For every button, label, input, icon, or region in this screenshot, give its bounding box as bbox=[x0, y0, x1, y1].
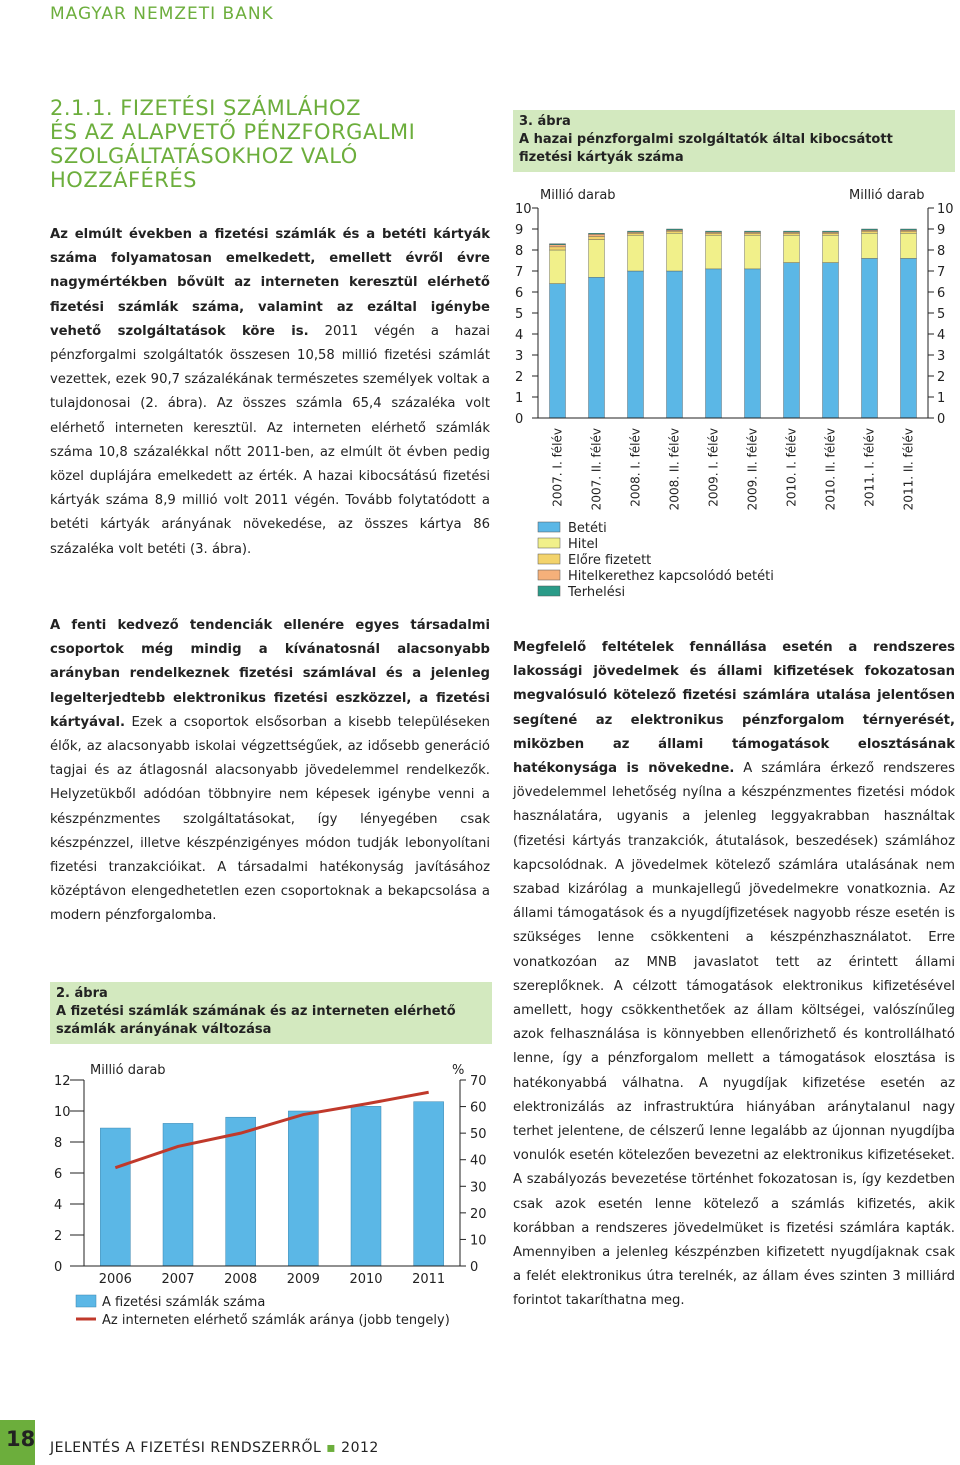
right-axis-label: % bbox=[452, 1063, 465, 1078]
legend-swatch bbox=[538, 586, 560, 596]
paragraph-3-bold: Megfelelő feltételek fennállása esetén a rendszeres lakossági jövedelmek és állami kifizetések fokozatosan megvalósuló kötelező fizetési számlára utalása jelentősen segítené az elektronikus pénzforgalom térnyerését, miközben az állami támogatások elosztásának hatékonysága is növekedne. bbox=[513, 640, 955, 777]
x-tick-label: 2011. I. félév bbox=[862, 428, 877, 507]
section-title-line: ÉS AZ ALAPVETŐ PÉNZFORGALMI bbox=[50, 120, 416, 144]
bar-accounts bbox=[100, 1128, 130, 1266]
bar-segment bbox=[706, 233, 722, 235]
bar-segment bbox=[667, 229, 683, 230]
right-tick-label: 0 bbox=[937, 412, 946, 427]
x-tick-label: 2008. II. félév bbox=[667, 428, 682, 511]
section-title bbox=[50, 96, 500, 192]
figure-2-title: A fizetési számlák számának és az interneten elérhető számlák arányának változása bbox=[56, 1004, 456, 1037]
bar-segment bbox=[745, 269, 761, 418]
right-tick-label: 60 bbox=[470, 1100, 487, 1116]
bar-segment bbox=[706, 235, 722, 269]
left-tick-label: 2 bbox=[515, 370, 524, 385]
bar-segment bbox=[901, 233, 917, 258]
paragraph-2-text: Ezek a csoportok elsősorban a kisebb településeken élők, az alacsonyabb iskolai végzettségűek, az idősebb generáció tagjai és az átlagosnál alacsonyabb jövedelemmel rendelkezők. Helyzetükből adódóan többnyire nem képesek igénybe venni a készpénzmentes szolgáltatásokat, így lényegében csak készpénzzel, illetve készpénzigényes módon tudják lebonyolítani fizetési tranzakcióikat. A társadalmi hatékonyság javításához középtávon elengedhetetlen ezen csoportoknak a bekapcsolása a modern pénzforgalomba. bbox=[50, 714, 490, 924]
left-tick-label: 3 bbox=[515, 349, 524, 364]
bar-segment bbox=[667, 233, 683, 271]
right-tick-label: 9 bbox=[937, 223, 946, 238]
right-tick-label: 1 bbox=[937, 391, 946, 406]
bar-segment bbox=[784, 231, 800, 232]
paragraph-1-text: 2011 végén a hazai pénzforgalmi szolgáltatók összesen 10,58 millió fizetési számlát vezettek, ezek 90,7 százalékának természetes személyek voltak a tulajdonosai (2. ábra). Az összes számla 65,4 százaléka volt elérhető interneten keresztül. Az interneten elérhető számlák száma 10,8 százalékkal nőtt 2011-ben, az elmúlt öt évben pedig közel duplájára emelkedett az érték. A hazai kibocsátású fizetési kártyák száma 8,9 millió volt 2011 végén. Tovább folytatódott a betéti kártyák arányának növekedése, az összes kártya 86 százaléka volt betéti (3. ábra). bbox=[50, 323, 490, 557]
section-title-line: SZOLGÁLTATÁSOKHOZ VALÓ bbox=[50, 144, 358, 168]
left-tick-label: 1 bbox=[515, 391, 524, 406]
left-tick-label: 4 bbox=[515, 328, 524, 343]
x-tick-label: 2007. I. félév bbox=[550, 428, 565, 507]
paragraph-3 bbox=[513, 636, 955, 1314]
bar-segment bbox=[823, 231, 839, 232]
bar-segment bbox=[862, 258, 878, 418]
bar-segment bbox=[706, 231, 722, 232]
left-tick-label: 6 bbox=[54, 1167, 63, 1182]
figure-3-title: A hazai pénzforgalmi szolgáltatók által kibocsátott fizetési kártyák száma bbox=[519, 132, 893, 165]
figure-2-label: 2. ábra bbox=[56, 986, 108, 1001]
legend-label: Betéti bbox=[568, 521, 607, 536]
right-tick-label: 4 bbox=[937, 328, 946, 343]
bar-segment bbox=[823, 233, 839, 235]
x-tick-label: 2007 bbox=[161, 1272, 195, 1287]
bar-segment bbox=[667, 271, 683, 418]
bar-segment bbox=[862, 229, 878, 230]
footer-report-title: JELENTÉS A FIZETÉSI RENDSZERRŐL bbox=[50, 1440, 322, 1456]
figure-3-header bbox=[513, 110, 955, 172]
right-tick-label: 3 bbox=[937, 349, 946, 364]
bar-segment bbox=[745, 231, 761, 232]
bar-segment bbox=[628, 235, 644, 271]
bar-segment bbox=[706, 269, 722, 418]
bar-accounts bbox=[288, 1111, 318, 1266]
bar-accounts bbox=[226, 1117, 256, 1266]
bar-segment bbox=[589, 240, 605, 278]
x-tick-label: 2009. I. félév bbox=[706, 428, 721, 507]
bar-segment bbox=[589, 277, 605, 418]
x-tick-label: 2009. II. félév bbox=[745, 428, 760, 511]
bar-segment bbox=[862, 233, 878, 258]
bar-segment bbox=[745, 233, 761, 235]
right-tick-label: 8 bbox=[937, 244, 946, 259]
legend-swatch-accounts bbox=[76, 1295, 96, 1307]
left-tick-label: 0 bbox=[54, 1260, 63, 1275]
x-tick-label: 2010 bbox=[349, 1272, 383, 1287]
x-tick-label: 2008 bbox=[224, 1272, 258, 1287]
right-tick-label: 5 bbox=[937, 307, 946, 322]
legend-swatch bbox=[538, 570, 560, 580]
right-tick-label: 10 bbox=[470, 1233, 487, 1249]
bar-segment bbox=[784, 233, 800, 235]
left-tick-label: 9 bbox=[515, 223, 524, 238]
left-axis-label: Millió darab bbox=[90, 1063, 166, 1078]
bar-segment bbox=[550, 284, 566, 418]
figure-2-chart bbox=[50, 1052, 492, 1337]
x-tick-label: 2009 bbox=[286, 1272, 320, 1287]
footer-page-number: 18 bbox=[6, 1427, 36, 1451]
bar-segment bbox=[901, 231, 917, 233]
paragraph-1-bold: Az elmúlt években a fizetési számlák és a betéti kártyák száma folyamatosan emelkedett, emellett évről évre nagymértékben bővült az interneten keresztül elérhető fizetési számlák száma, valamint az ezáltal igénybe vehető szolgáltatások köre is. bbox=[50, 227, 490, 339]
bar-segment bbox=[862, 231, 878, 233]
legend-label: Hitel bbox=[568, 537, 599, 552]
right-tick-label: 10 bbox=[937, 202, 954, 217]
paragraph-2-bold: A fenti kedvező tendenciák ellenére egyes társadalmi csoportok még mindig a kívánatosnál alacsonyabb arányban rendelkeznek fizetési számlával és a jelenleg legelterjedtebb elektronikus fizetési eszközzel, a fizetési kártyával. bbox=[50, 618, 490, 730]
left-tick-label: 10 bbox=[515, 202, 532, 217]
x-tick-label: 2006 bbox=[98, 1272, 132, 1287]
bar-segment bbox=[784, 263, 800, 418]
bar-segment bbox=[550, 245, 566, 247]
right-tick-label: 6 bbox=[937, 286, 946, 301]
bar-segment bbox=[901, 258, 917, 418]
bar-segment bbox=[823, 263, 839, 418]
left-tick-label: 8 bbox=[54, 1136, 63, 1151]
left-tick-label: 4 bbox=[54, 1198, 63, 1213]
bar-segment bbox=[589, 234, 605, 236]
bar-segment bbox=[823, 235, 839, 262]
legend-label: Előre fizetett bbox=[568, 553, 652, 568]
legend-swatch bbox=[538, 554, 560, 564]
section-title-line: HOZZÁFÉRÉS bbox=[50, 168, 197, 192]
figure-3-label: 3. ábra bbox=[519, 114, 571, 129]
left-tick-label: 12 bbox=[54, 1074, 71, 1089]
right-tick-label: 20 bbox=[470, 1206, 487, 1222]
right-tick-label: 70 bbox=[470, 1074, 487, 1089]
left-axis-label: Millió darab bbox=[540, 188, 616, 203]
x-tick-label: 2011 bbox=[412, 1272, 446, 1287]
bar-segment bbox=[550, 244, 566, 245]
bar-segment bbox=[589, 236, 605, 239]
legend-label: A fizetési számlák száma bbox=[102, 1295, 266, 1310]
bar-segment bbox=[901, 229, 917, 230]
bar-accounts bbox=[351, 1106, 381, 1266]
right-tick-label: 2 bbox=[937, 370, 946, 385]
bar-segment bbox=[784, 235, 800, 262]
bar-segment bbox=[745, 235, 761, 269]
x-tick-label: 2011. II. félév bbox=[901, 428, 916, 511]
paragraph-3-text: A számlára érkező rendszeres jövedelemmel lehetőség nyílna a készpénzmentes fizetési módok használatára, ugyanis a jelenleg leggyakrabban használtak (fizetési kártyás tranzakciók, átutalások, beszedések) számlához kapcsolódnak. A jövedelmek kötelező számlára utalásának nem szabad kizárólag a munkajellegű jövedelmekre vonatkoznia. Az állami támogatások és a nyugdíjfizetések nagyobb része esetén is szükséges lenne csökkenteni a készpénzhasználatot. Erre vonatkozóan az MNB javaslatot tett az érintett állami szereplőknek. A célzott támogatások elektronikus kifizetésével amellett, hogy csökkenthetőek az állam költségei, valószínűleg azok felhasználása is könnyebben ellenőrizhető és kontrollálható lenne, így a pénzforgalom mellett a támogatások elosztása is hatékonyabbá válhatna. A nyugdíjak kifizetése esetén az elektronizálás az infrastruktúra hiányában aránytalanul nagy terhet jelentene, de célszerű lenne legalább az újonnan nyugdíjba vonulók esetén kötelezően bevezetni az elektronikus kifizetéseket. A szabályozás bevezetése történhet fokozatosan is, így kezdetben csak azok esetén lenne kötelező a számlás kifizetés, akik korábban a rendszeres jövedelmüket is fizetési számlára kapták. Amennyiben a jelenleg készpénzben kifizetett nyugdíjaknak csak a felét elektronikus útra terelnék, az állam éves szinten 3 milliárd forintot takaríthatna meg. bbox=[513, 761, 956, 1309]
left-tick-label: 6 bbox=[515, 286, 524, 301]
line-online-share bbox=[115, 1092, 428, 1167]
bar-accounts bbox=[414, 1102, 444, 1266]
footer-separator-icon: ▪ bbox=[321, 1440, 342, 1456]
legend-label: Terhelési bbox=[568, 585, 626, 600]
legend-swatch bbox=[538, 522, 560, 532]
left-tick-label: 5 bbox=[515, 307, 524, 322]
right-tick-label: 0 bbox=[470, 1260, 479, 1275]
bar-segment bbox=[628, 233, 644, 235]
footer-report-year: 2012 bbox=[341, 1440, 379, 1456]
section-title-line: 2.1.1. FIZETÉSI SZÁMLÁHOZ bbox=[50, 96, 361, 120]
bar-segment bbox=[550, 247, 566, 250]
bar-segment bbox=[589, 233, 605, 234]
bar-segment bbox=[550, 250, 566, 284]
right-tick-label: 40 bbox=[470, 1153, 487, 1169]
left-tick-label: 10 bbox=[54, 1105, 71, 1120]
bar-segment bbox=[628, 231, 644, 232]
figure-2-header bbox=[50, 982, 492, 1044]
x-tick-label: 2007. II. félév bbox=[589, 428, 604, 511]
footer-report bbox=[50, 1440, 379, 1456]
x-tick-label: 2010. I. félév bbox=[784, 428, 799, 507]
legend-swatch bbox=[538, 538, 560, 548]
bar-segment bbox=[667, 231, 683, 233]
right-axis-label: Millió darab bbox=[849, 188, 925, 203]
left-tick-label: 7 bbox=[515, 265, 524, 280]
legend-label: Hitelkerethez kapcsolódó betéti bbox=[568, 569, 774, 584]
left-tick-label: 2 bbox=[54, 1229, 63, 1244]
right-tick-label: 50 bbox=[470, 1127, 487, 1143]
bar-segment bbox=[628, 271, 644, 418]
x-tick-label: 2010. II. félév bbox=[823, 428, 838, 511]
paragraph-2 bbox=[50, 614, 490, 929]
right-tick-label: 30 bbox=[470, 1180, 487, 1196]
brand-name: MAGYAR NEMZETI BANK bbox=[50, 4, 274, 24]
paragraph-1 bbox=[50, 223, 490, 562]
legend-label: Az interneten elérhető számlák aránya (jobb tengely) bbox=[102, 1313, 450, 1328]
left-tick-label: 0 bbox=[515, 412, 524, 427]
x-tick-label: 2008. I. félév bbox=[628, 428, 643, 507]
left-tick-label: 8 bbox=[515, 244, 524, 259]
figure-3-chart bbox=[513, 180, 955, 610]
right-tick-label: 7 bbox=[937, 265, 946, 280]
